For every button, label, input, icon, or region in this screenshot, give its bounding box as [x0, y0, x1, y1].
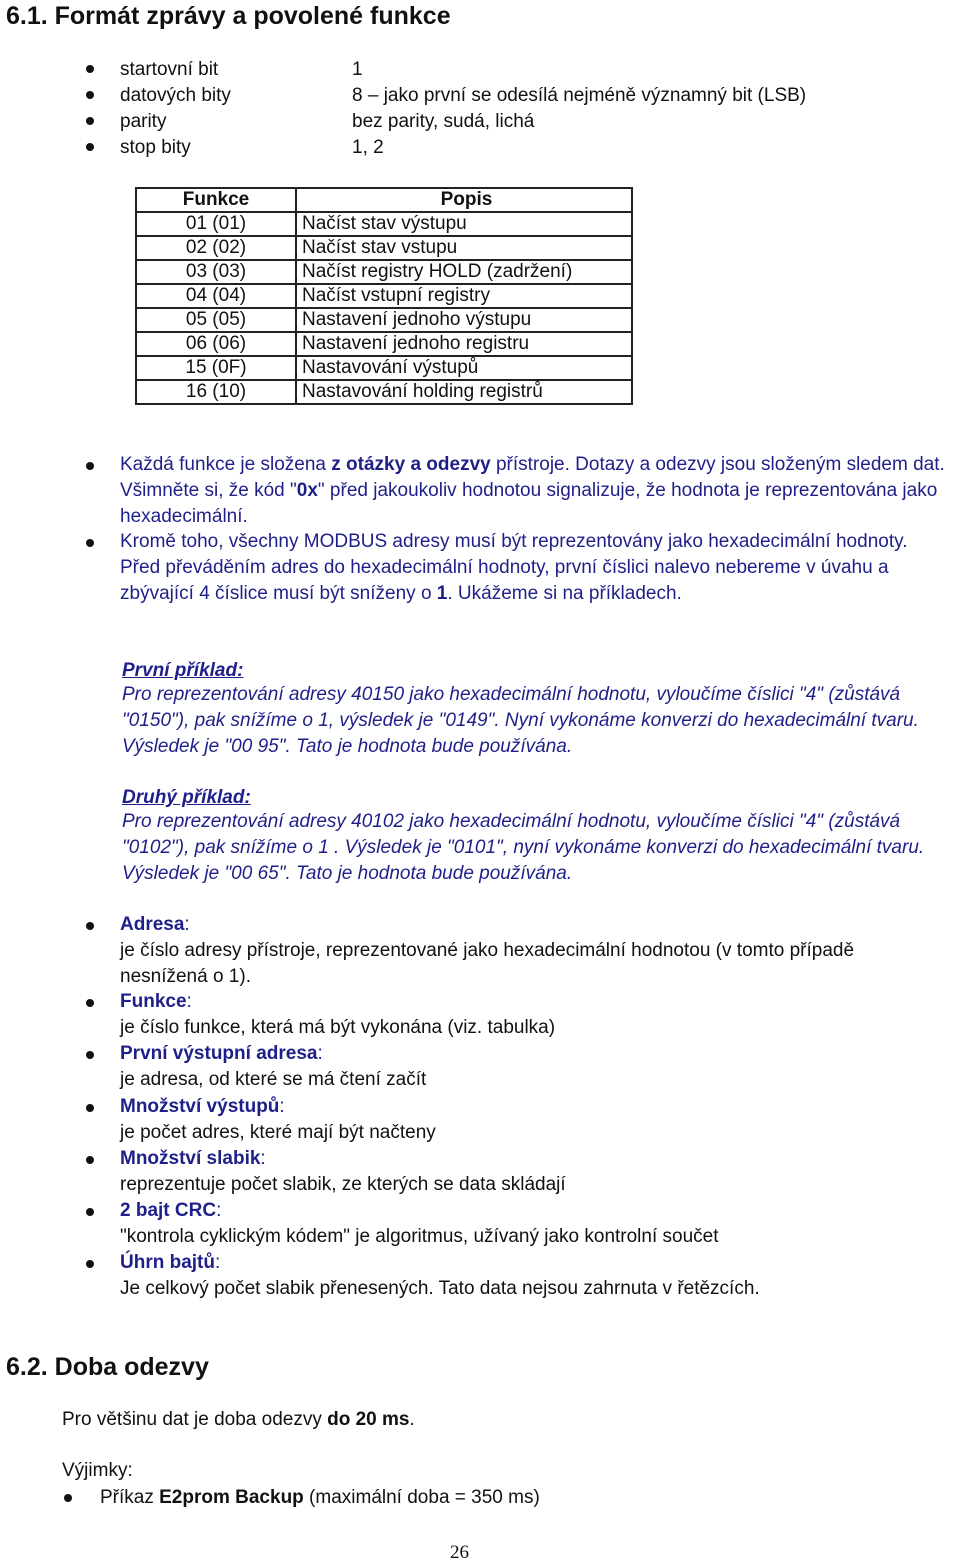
example-2-text: Pro reprezentování adresy 40102 jako hexadecimální hodnotu, vyloučíme číslici "4" (zůstává "0102"), pak snížíme o 1 . Výsledek je "0101", nyní vykonáme konverzi do hexadecimální tvaru. Výsledek je "00 65". Tato je hodnota bude používána. — [122, 811, 925, 884]
table-header-funkce: Funkce — [136, 188, 296, 212]
bullet-icon — [86, 999, 94, 1007]
bullet-icon — [86, 143, 94, 151]
function-code: 15 (0F) — [136, 356, 296, 380]
definition-description: je adresa, od které se má čtení začít — [120, 1069, 427, 1090]
bullet-icon — [86, 539, 94, 547]
setting-label: parity — [120, 111, 167, 132]
definition-description: je číslo adresy přístroje, reprezentované jako hexadecimální hodnotou (v tomto případě nesnížená o 1). — [120, 940, 855, 987]
exceptions-label: Výjimky: — [62, 1460, 133, 1481]
text: Kromě toho, všechny MODBUS adresy musí být reprezentovány jako hexadecimální hodnoty. Před převáděním adres do hexadecimální hodnoty, první číslici nalevo nebereme v úvahu a zbývající 4 číslice musí být sníženy o — [120, 531, 908, 604]
definition-description: je číslo funkce, která má být vykonána (viz. tabulka) — [120, 1017, 556, 1038]
emphasis: 1 — [436, 583, 448, 604]
page-number: 26 — [450, 1542, 469, 1563]
table-row — [136, 236, 632, 260]
function-description: Nastavování holding registrů — [296, 380, 632, 404]
definition-item: Adresa: je číslo adresy přístroje, reprezentované jako hexadecimální hodnotou (v tomto případě nesnížená o 1). — [120, 914, 855, 987]
table-row — [136, 380, 632, 404]
definition-description: Je celkový počet slabik přenesených. Tato data nejsou zahrnuta v řetězcích. — [120, 1278, 760, 1299]
function-description: Načíst registry HOLD (zadržení) — [296, 260, 632, 284]
function-code: 03 (03) — [136, 260, 296, 284]
table-header-row — [136, 188, 632, 212]
setting-value: bez parity, sudá, lichá — [352, 111, 535, 132]
exception-item — [100, 1485, 540, 1511]
text: Pro většinu dat je doba odezvy — [62, 1409, 328, 1430]
definition-term: Úhrn bajtů — [120, 1252, 215, 1273]
bullet-icon — [86, 1260, 94, 1268]
bullet-icon — [86, 1208, 94, 1216]
definition-term: První výstupní adresa — [120, 1043, 318, 1064]
text: Příkaz — [100, 1487, 160, 1508]
bullet-icon — [86, 65, 94, 73]
table-row — [136, 356, 632, 380]
section-heading-6-1: 6.1. Formát zprávy a povolené funkce — [6, 2, 451, 30]
setting-label: startovní bit — [120, 59, 219, 80]
definition-item: První výstupní adresa: je adresa, od které se má čtení začít — [120, 1043, 427, 1090]
table-row — [136, 308, 632, 332]
function-description: Načíst stav výstupu — [296, 212, 632, 236]
text: Každá funkce je složena — [120, 454, 332, 475]
bullet-icon — [86, 1051, 94, 1059]
text: (maximální doba = 350 ms) — [303, 1487, 540, 1508]
section-heading-6-2: 6.2. Doba odezvy — [6, 1353, 209, 1381]
definition-item: Množství slabik: reprezentuje počet slabik, ze kterých se data skládají — [120, 1148, 566, 1195]
definition-description: je počet adres, které mají být načteny — [120, 1122, 436, 1143]
definition-item: Množství výstupů: je počet adres, které mají být načteny — [120, 1096, 436, 1143]
function-code: 04 (04) — [136, 284, 296, 308]
definition-item: Úhrn bajtů: Je celkový počet slabik přenesených. Tato data nejsou zahrnuta v řetězcích. — [120, 1252, 760, 1299]
emphasis: 0x — [296, 480, 318, 501]
function-description: Nastavení jednoho výstupu — [296, 308, 632, 332]
text: " před jakoukoliv hodnotou signalizuje, že hodnota je reprezentována jako hexadecimální. — [120, 480, 938, 527]
table-row — [136, 212, 632, 236]
text: přístroje. Dotazy a odezvy jsou složeným sledem dat. Všimněte si, že kód " — [120, 454, 945, 501]
definition-term: Množství slabik — [120, 1148, 261, 1169]
bullet-icon — [86, 1104, 94, 1112]
setting-value: 1 — [352, 59, 363, 80]
function-code: 01 (01) — [136, 212, 296, 236]
paragraph-modbus-addresses — [120, 529, 950, 607]
table-row — [136, 260, 632, 284]
setting-label: stop bity — [120, 137, 191, 158]
setting-value: 1, 2 — [352, 137, 384, 158]
function-code: 02 (02) — [136, 236, 296, 260]
example-1-text: Pro reprezentování adresy 40150 jako hexadecimální hodnotu, vyloučíme číslici "4" (zůstává "0150"), pak snížíme o 1, výsledek je "0149". Nyní vykonáme konverzi do hexadecimální tvaru. Výsledek je "00 95". Tato je hodnota bude používána. — [122, 684, 919, 757]
function-table — [135, 187, 633, 405]
function-description: Načíst vstupní registry — [296, 284, 632, 308]
example-2-title: Druhý příklad: — [122, 787, 251, 808]
table-row — [136, 284, 632, 308]
definition-description: reprezentuje počet slabik, ze kterých se data skládají — [120, 1174, 566, 1195]
response-time-text — [62, 1407, 415, 1433]
function-code: 05 (05) — [136, 308, 296, 332]
function-code: 16 (10) — [136, 380, 296, 404]
definition-term: 2 bajt CRC — [120, 1200, 217, 1221]
example-1-title: První příklad: — [122, 660, 244, 681]
text: . Ukážeme si na příkladech. — [447, 583, 682, 604]
bullet-icon — [86, 1156, 94, 1164]
setting-value: 8 – jako první se odesílá nejméně významný bit (LSB) — [352, 85, 807, 106]
definition-term: Adresa — [120, 914, 185, 935]
table-header-popis: Popis — [296, 188, 632, 212]
paragraph-request-response — [120, 452, 960, 530]
function-description: Načíst stav vstupu — [296, 236, 632, 260]
bullet-icon — [86, 91, 94, 99]
definition-term: Funkce — [120, 991, 187, 1012]
emphasis: z otázky a odezvy — [331, 454, 491, 475]
function-code: 06 (06) — [136, 332, 296, 356]
function-description: Nastavení jednoho registru — [296, 332, 632, 356]
definition-item: Funkce: je číslo funkce, která má být vykonána (viz. tabulka) — [120, 991, 556, 1038]
bullet-icon — [64, 1494, 72, 1502]
bullet-icon — [86, 462, 94, 470]
table-row — [136, 332, 632, 356]
emphasis: do 20 ms — [327, 1409, 410, 1430]
bullet-icon — [86, 117, 94, 125]
bullet-icon — [86, 922, 94, 930]
emphasis: E2prom Backup — [159, 1487, 304, 1508]
text: . — [409, 1409, 415, 1430]
setting-label: datových bity — [120, 85, 231, 106]
function-description: Nastavování výstupů — [296, 356, 632, 380]
definition-description: "kontrola cyklickým kódem" je algoritmus, užívaný jako kontrolní součet — [120, 1226, 719, 1247]
definition-item: 2 bajt CRC: "kontrola cyklickým kódem" je algoritmus, užívaný jako kontrolní součet — [120, 1200, 719, 1247]
definition-term: Množství výstupů — [120, 1096, 280, 1117]
